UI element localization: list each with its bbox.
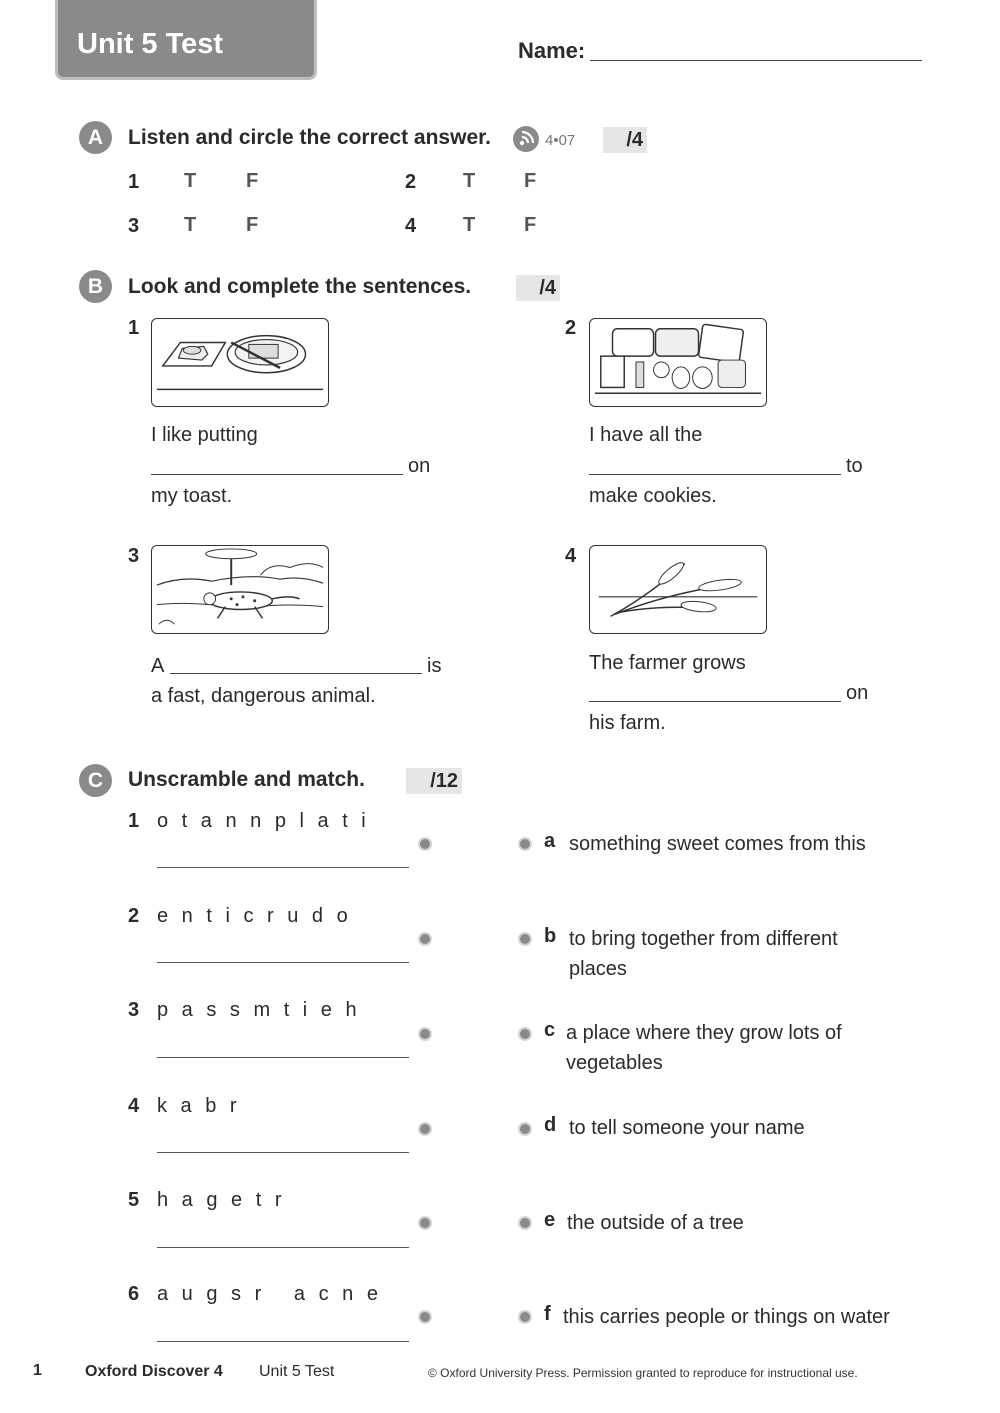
wheat-picture	[589, 545, 767, 634]
match-dot[interactable]	[520, 1029, 530, 1039]
question-number: 2	[405, 171, 417, 193]
scrambled-word: a u g s r a c n e	[157, 1283, 382, 1305]
definition-text: this carries people or things on water	[563, 1306, 890, 1328]
question-number: 3	[128, 215, 140, 237]
name-field[interactable]	[590, 60, 922, 61]
definition-text: vegetables	[566, 1052, 663, 1074]
answer-blank[interactable]	[157, 1341, 409, 1342]
answer-blank[interactable]	[170, 673, 422, 674]
sentence-text: I have all the	[589, 424, 703, 446]
scrambled-word: e n t i c r u d o	[157, 905, 352, 927]
page-title: Unit 5 Test	[77, 28, 224, 60]
sentence-text: make cookies.	[589, 485, 717, 507]
cheetah-picture	[151, 545, 329, 634]
section-b-score: /4	[516, 275, 560, 301]
true-option[interactable]: T	[184, 214, 197, 236]
match-dot[interactable]	[420, 1029, 430, 1039]
question-number: 1	[128, 171, 140, 193]
sentence-text: The farmer grows	[589, 652, 746, 674]
definition-letter: a	[544, 830, 556, 852]
definition-text: the outside of a tree	[567, 1212, 744, 1234]
question-number: 4	[128, 1095, 140, 1117]
match-dot[interactable]	[520, 1124, 530, 1134]
question-number: 1	[128, 317, 140, 339]
definition-text: a place where they grow lots of	[566, 1022, 842, 1044]
footer-unit: Unit 5 Test	[259, 1363, 335, 1380]
section-b-badge: B	[79, 270, 112, 303]
definition-letter: f	[544, 1303, 551, 1325]
true-option[interactable]: T	[463, 214, 476, 236]
scrambled-word: h a g e t r	[157, 1189, 286, 1211]
answer-blank[interactable]	[157, 867, 409, 868]
question-number: 2	[565, 317, 577, 339]
question-number: 4	[565, 545, 577, 567]
false-option[interactable]: F	[524, 214, 537, 236]
section-a-title: Listen and circle the correct answer.	[128, 126, 491, 149]
definition-letter: b	[544, 925, 557, 947]
match-dot[interactable]	[420, 934, 430, 944]
definition-text: to tell someone your name	[569, 1117, 805, 1139]
question-number: 3	[128, 545, 140, 567]
section-a-score: /4	[603, 127, 647, 153]
page-number: 1	[33, 1362, 42, 1379]
match-dot[interactable]	[420, 1218, 430, 1228]
section-b-title: Look and complete the sentences.	[128, 275, 472, 298]
name-label: Name:	[518, 38, 586, 63]
sentence-text: on	[408, 455, 431, 477]
sentence-text: a fast, dangerous animal.	[151, 685, 376, 707]
question-number: 2	[128, 905, 140, 927]
scrambled-word: k a b r	[157, 1095, 241, 1117]
answer-blank[interactable]	[157, 1247, 409, 1248]
answer-blank[interactable]	[151, 474, 403, 475]
definition-letter: e	[544, 1209, 556, 1231]
answer-blank[interactable]	[589, 474, 841, 475]
section-a-badge: A	[79, 121, 112, 154]
sentence-text: on	[846, 682, 869, 704]
sentence-text: my toast.	[151, 485, 233, 507]
answer-blank[interactable]	[157, 1152, 409, 1153]
footer-brand: Oxford Discover 4	[85, 1363, 223, 1380]
audio-track-number: 4•07	[545, 132, 576, 149]
match-dot[interactable]	[520, 839, 530, 849]
question-number: 5	[128, 1189, 140, 1211]
question-number: 4	[405, 215, 417, 237]
definition-text: something sweet comes from this	[569, 833, 866, 855]
match-dot[interactable]	[520, 934, 530, 944]
sentence-text: A	[151, 655, 165, 677]
false-option[interactable]: F	[246, 214, 259, 236]
false-option[interactable]: F	[524, 170, 537, 192]
true-option[interactable]: T	[184, 170, 197, 192]
scrambled-word: o t a n n p l a t i	[157, 810, 370, 832]
match-dot[interactable]	[420, 1312, 430, 1322]
false-option[interactable]: F	[246, 170, 259, 192]
baking-ingredients-picture	[589, 318, 767, 407]
footer-copyright: © Oxford University Press. Permission granted to reproduce for instructional use.	[428, 1366, 858, 1380]
answer-blank[interactable]	[157, 1057, 409, 1058]
match-dot[interactable]	[420, 1124, 430, 1134]
match-dot[interactable]	[520, 1312, 530, 1322]
definition-text: to bring together from different	[569, 928, 838, 950]
sentence-text: I like putting	[151, 424, 258, 446]
match-dot[interactable]	[520, 1218, 530, 1228]
audio-icon[interactable]	[512, 125, 540, 153]
definition-letter: c	[544, 1019, 556, 1041]
answer-blank[interactable]	[589, 701, 841, 702]
true-option[interactable]: T	[463, 170, 476, 192]
question-number: 6	[128, 1283, 140, 1305]
sentence-text: is	[427, 655, 442, 677]
sentence-text: his farm.	[589, 712, 666, 734]
section-c-badge: C	[79, 764, 112, 797]
answer-blank[interactable]	[157, 962, 409, 963]
section-c-score: /12	[406, 768, 462, 794]
match-dot[interactable]	[420, 839, 430, 849]
toast-and-butter-picture	[151, 318, 329, 407]
question-number: 3	[128, 999, 140, 1021]
definition-text: places	[569, 958, 627, 980]
section-c-title: Unscramble and match.	[128, 768, 365, 791]
sentence-text: to	[846, 455, 863, 477]
question-number: 1	[128, 810, 140, 832]
definition-letter: d	[544, 1114, 557, 1136]
scrambled-word: p a s s m t i e h	[157, 999, 361, 1021]
